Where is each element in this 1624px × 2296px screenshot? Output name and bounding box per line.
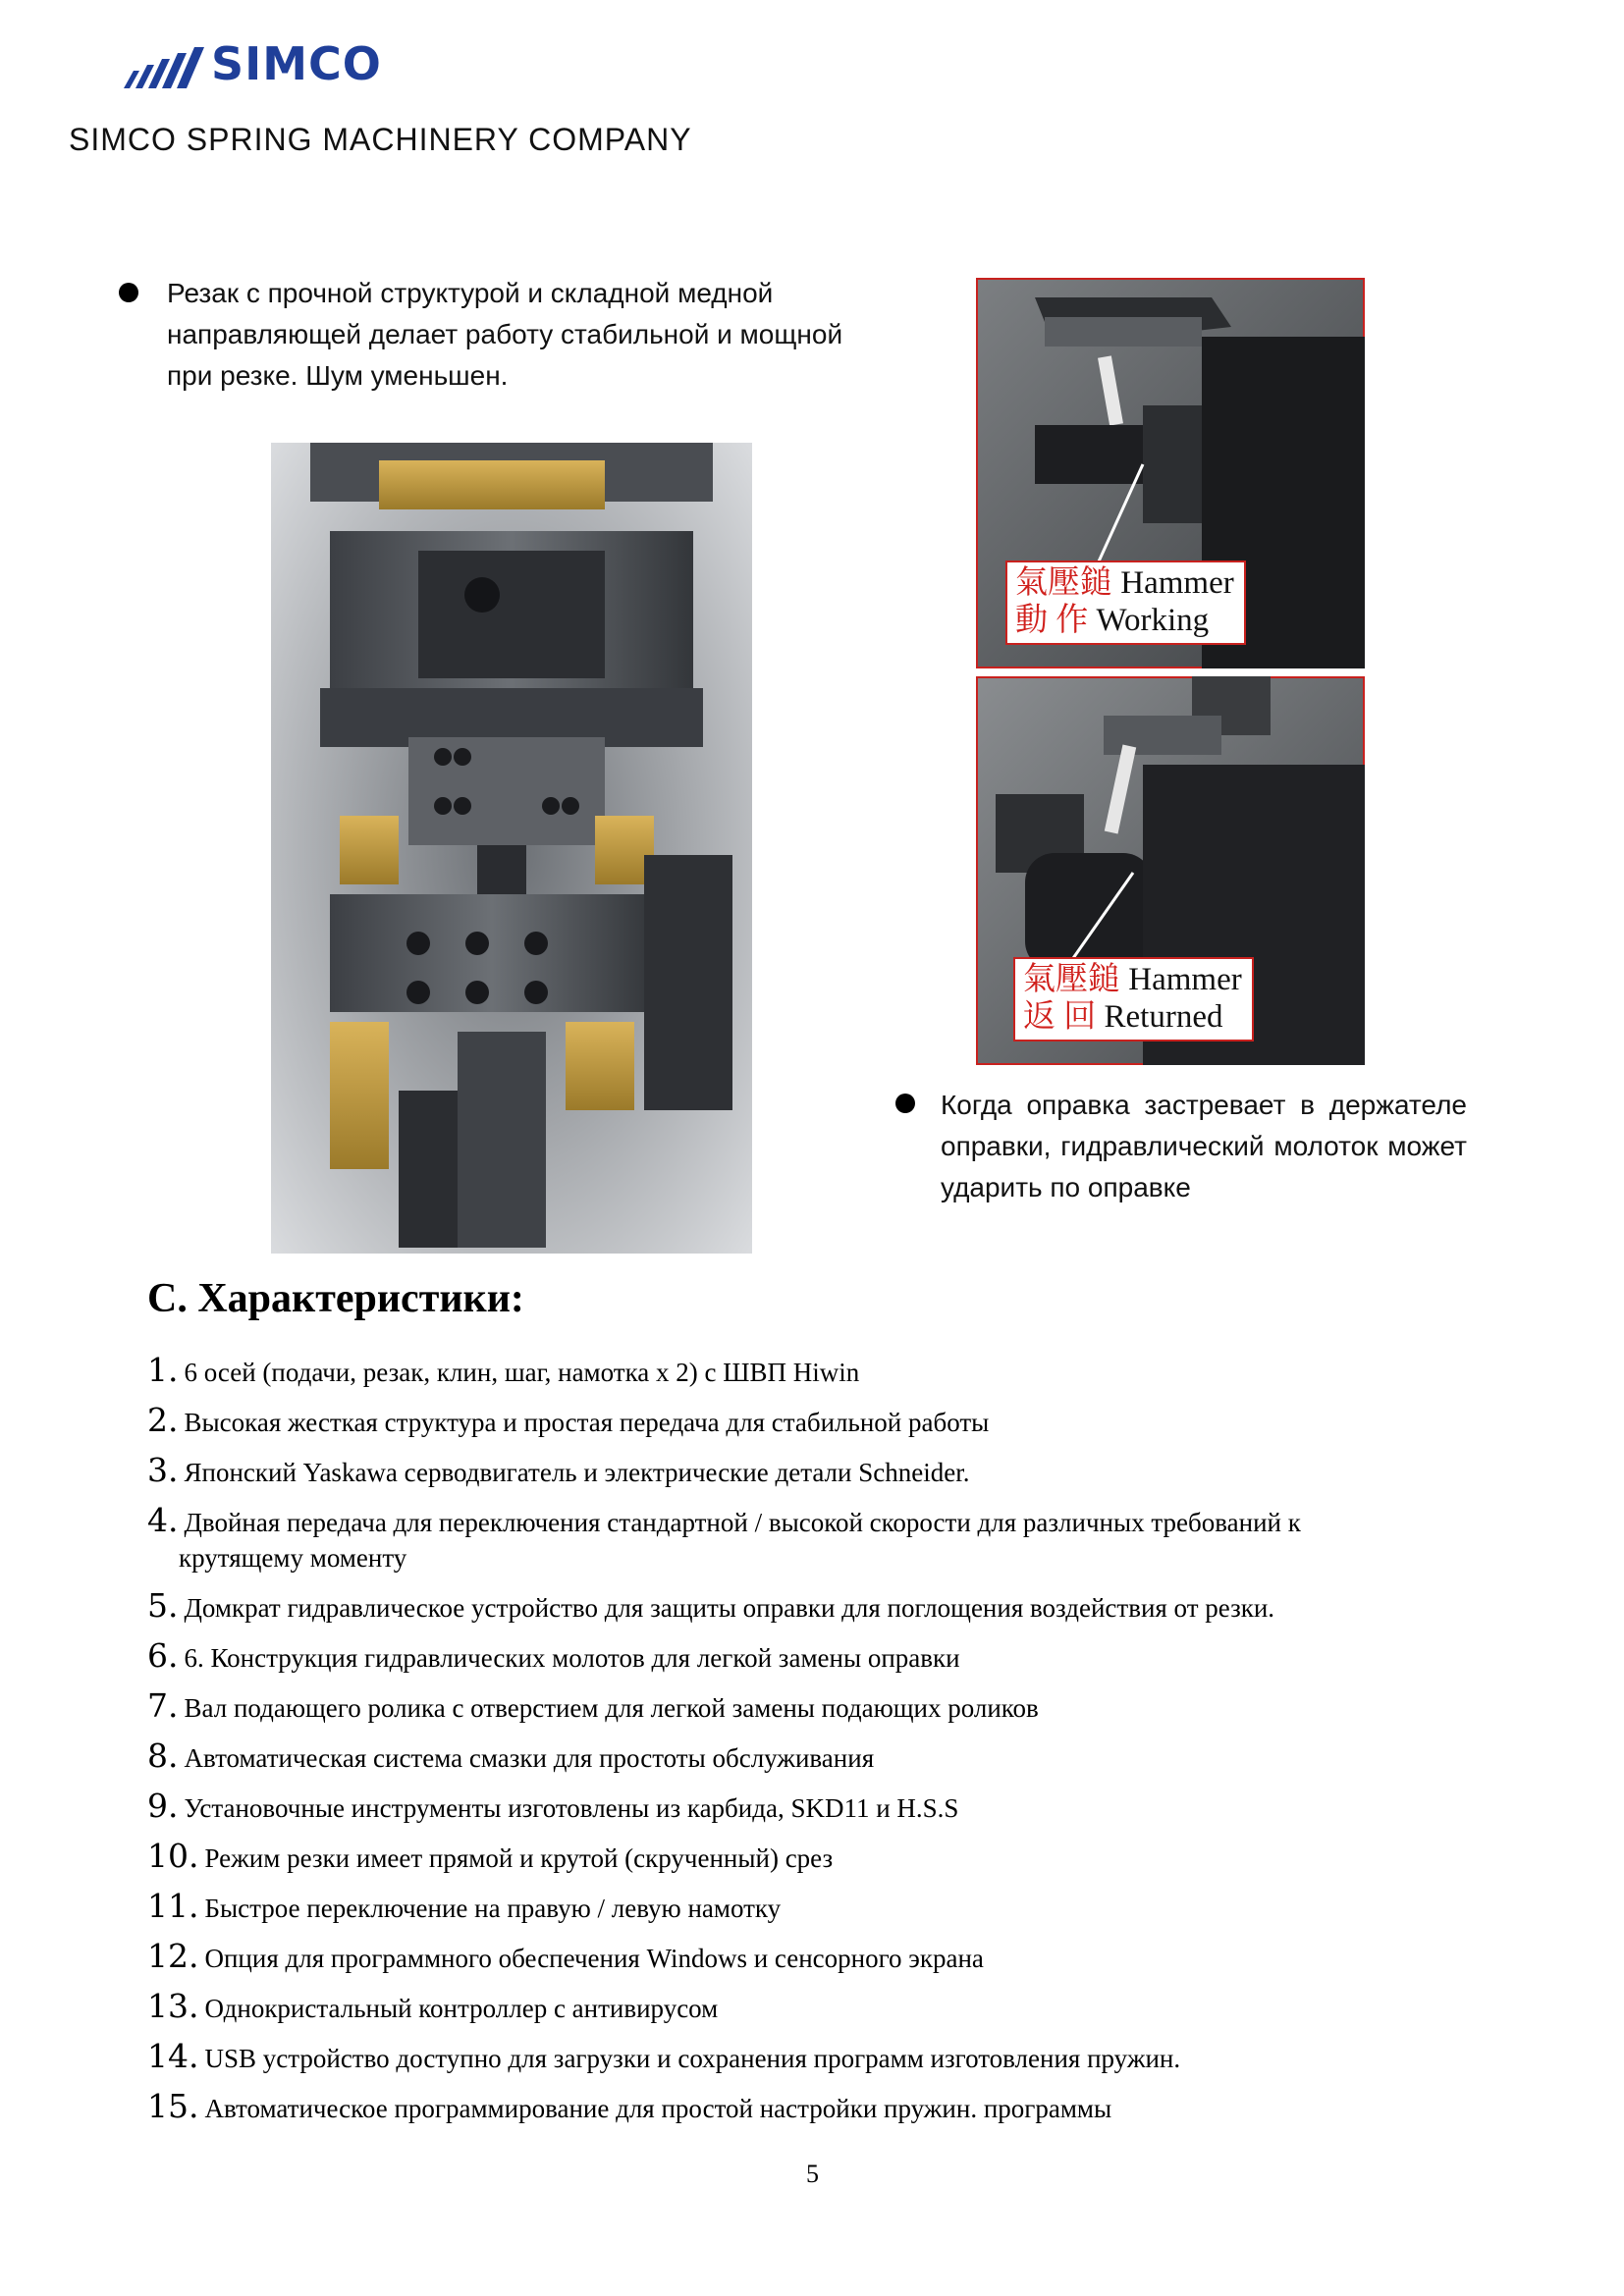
item-text: 6 осей (подачи, резак, клин, шаг, намотка x 2) с ШВП Hiwin [184,1358,860,1387]
item-text: Автоматическая система смазки для простоты обслуживания [184,1743,875,1773]
item-text: Вал подающего ролика с отверстием для легкой замены подающих роликов [184,1693,1039,1723]
item-number: 8. [147,1736,179,1775]
item-number: 5. [147,1586,179,1625]
bullet-dot-icon [119,283,138,302]
caption-en-line2: Working [1096,603,1210,638]
list-item [147,1588,1502,1626]
item-text: Домкрат гидравлическое устройство для защиты оправки для поглощения воздействия от резки. [184,1593,1275,1623]
list-item [147,1403,1502,1440]
item-text: Двойная передача для переключения стандартной / высокой скорости для различных требований к [184,1508,1301,1537]
item-text: Установочные инструменты изготовлены из карбида, SKD11 и H.S.S [184,1793,959,1823]
list-item [147,2089,1502,2126]
item-number: 3. [147,1451,179,1489]
list-item [147,1688,1502,1726]
item-number: 4. [147,1501,179,1539]
caption-cn-line1: 氣壓鎚 [1023,962,1120,997]
caption-en-line1: Hammer [1120,565,1234,601]
item-number: 6. [147,1636,179,1675]
caption-cn-line1: 氣壓鎚 [1015,565,1112,601]
caption-cn-line2: 返 回 [1023,999,1097,1035]
item-text: Однокристальный контроллер с антивирусом [204,1994,719,2023]
bullet-dot-icon [895,1094,915,1113]
item-number: 13. [147,1987,199,2025]
list-item [147,1939,1502,1976]
item-number: 15. [147,2087,199,2125]
item-number: 9. [147,1787,179,1825]
list-item [147,1453,1502,1490]
item-number: 1. [147,1351,179,1389]
list-item [147,1638,1502,1676]
item-text: Быстрое переключение на правую / левую намотку [204,1894,782,1923]
item-text: USB устройство доступно для загрузки и сохранения программ изготовления пружин. [204,2044,1181,2073]
item-text: Опция для программного обеспечения Windows и сенсорного экрана [204,1944,984,1973]
item-number: 2. [147,1401,179,1439]
list-item [147,1889,1502,1926]
item-number: 12. [147,1937,199,1975]
cutter-assembly-photo [271,443,752,1254]
item-number: 14. [147,2037,199,2075]
list-item [147,1503,1502,1575]
page-number: 5 [806,2160,819,2188]
caption-en-line2: Returned [1104,999,1223,1035]
list-item [147,2039,1502,2076]
item-text-continuation: крутящему моменту [179,1543,407,1573]
item-number: 11. [147,1887,199,1925]
item-text: Автоматическое программирование для простой настройки пружин. программы [204,2094,1112,2123]
list-item [147,1989,1502,2026]
caption-cn-line2: 動 作 [1015,603,1089,638]
list-item [147,1353,1502,1390]
list-item [147,1839,1502,1876]
item-text: Японский Yaskawa серводвигатель и электрические детали Schneider. [184,1458,970,1487]
list-item [147,1738,1502,1776]
list-item [147,1789,1502,1826]
section-heading: C. Характеристики: [147,1276,524,1321]
features-list [147,1353,1502,2139]
item-number: 10. [147,1837,199,1875]
hammer-description: Когда оправка застревает в держателе оправки, гидравлический молоток может ударить по оправке [941,1090,1467,1202]
item-text: Высокая жесткая структура и простая передача для стабильной работы [184,1408,990,1437]
item-number: 7. [147,1686,179,1725]
logo-wordmark: SIMCO [211,37,382,90]
item-text: 6. Конструкция гидравлических молотов для легкой замены оправки [184,1643,960,1673]
company-name: SIMCO SPRING MACHINERY COMPANY [69,122,692,157]
cutter-description: Резак с прочной структурой и складной медной направляющей делает работу стабильной и мощной при резке. Шум уменьшен. [167,278,843,391]
hammer-returned-caption [1013,957,1254,1041]
item-text: Режим резки имеет прямой и крутой (скрученный) срез [204,1843,834,1873]
hammer-working-caption [1005,561,1246,645]
caption-en-line1: Hammer [1128,962,1242,997]
